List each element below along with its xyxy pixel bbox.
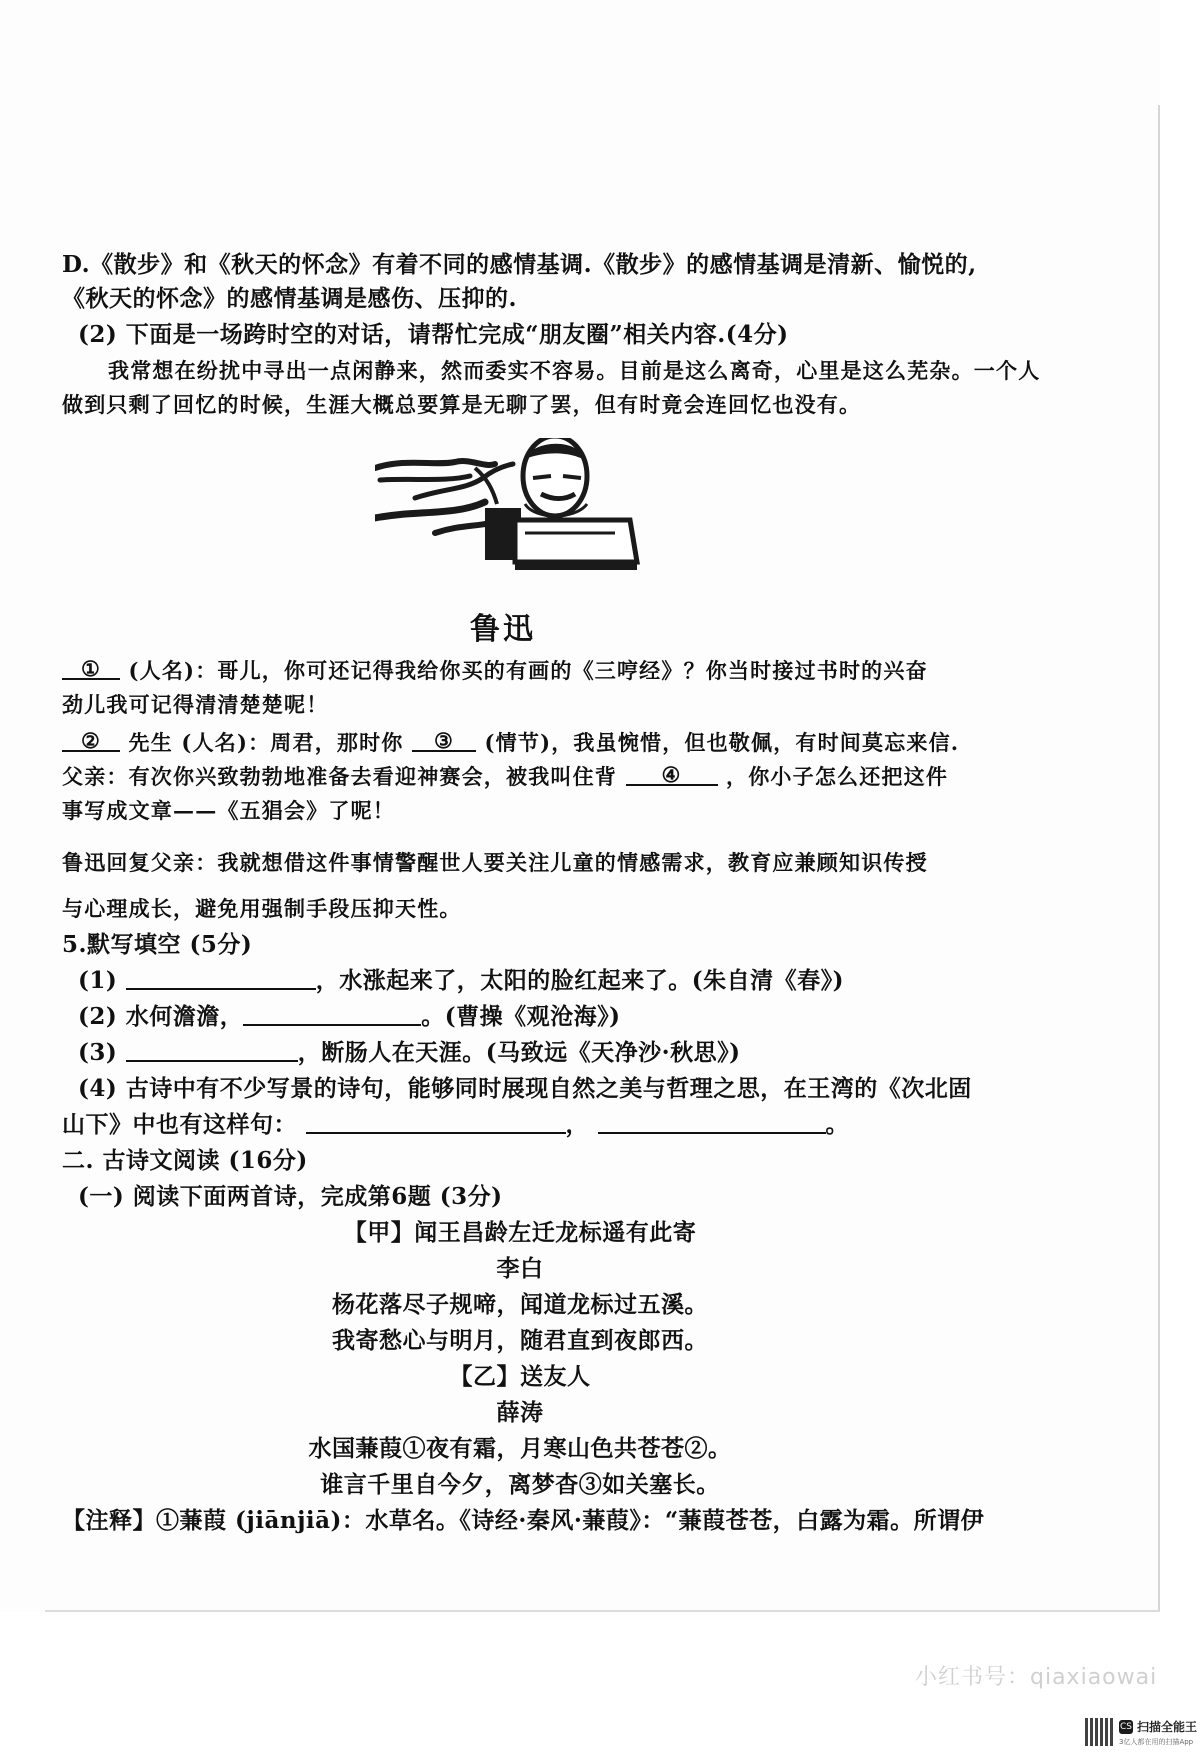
q5-3: (3) ，断肠人在天涯。(马致远《天净沙·秋思》) [78,1039,741,1066]
qr-code-icon [1085,1718,1113,1746]
dialog-line-3: 父亲：有次你兴致勃勃地准备去看迎神赛会，被我叫住背 ④ ，你小子怎么还把这件 [62,762,949,789]
dialog-line-4b: 与心理成长，避免用强制手段压抑天性。 [62,896,462,921]
section-2-title: 二. 古诗文阅读 (16分) [62,1147,308,1174]
scanner-app-tagline: 3亿人都在用的扫描App [1119,1738,1194,1746]
subsection-1-title: (一) 阅读下面两首诗，完成第6题 (3分) [78,1183,503,1210]
poem-jia-line2: 我寄愁心与明月，随君直到夜郎西。 [332,1327,708,1354]
q5-1-blank[interactable] [126,968,316,990]
question-5-title: 5.默写填空 (5分) [62,931,253,958]
poem-jia-title: 【甲】闻王昌龄左迁龙标遥有此寄 [343,1219,697,1246]
q5-2: (2) 水何澹澹， 。(曹操《观沧海》) [78,1003,621,1030]
poem-yi-author: 薛涛 [496,1399,544,1426]
blank-1[interactable]: ① [62,658,120,680]
watermark-text: 小红书号：qiaxiaowai [915,1665,1158,1690]
q5-4-line2: 山下》中也有这样句： ， 。 [62,1111,850,1138]
q5-4-line1: (4) 古诗中有不少写景的诗句，能够同时展现自然之美与哲理之思，在王湾的《次北固 [78,1075,972,1102]
poem-yi-title: 【乙】送友人 [449,1363,591,1390]
blank-4[interactable]: ④ [626,764,718,786]
dialog-line-1: ① (人名)：哥儿，你可还记得我给你买的有画的《三哼经》？你当时接过书时的兴奋 [62,656,928,686]
poem-yi-line2: 谁言千里自今夕，离梦杳③如关塞长。 [320,1471,720,1498]
q5-1: (1) ，水涨起来了，太阳的脸红起来了。(朱自清《春》) [78,967,845,994]
annotation-line: 【注释】①蒹葭 (jiānjiā)：水草名。《诗经·秦风·蒹葭》：“蒹葭苍苍，白露为霜。所谓伊 [62,1507,985,1534]
q5-3-blank[interactable] [126,1040,298,1062]
paper-edge-right [1158,105,1160,1610]
option-d-line1: D.《散步》和《秋天的怀念》有着不同的感情基调.《散步》的感情基调是清新、愉悦的, [62,251,977,278]
option-d-line2: 《秋天的怀念》的感情基调是感伤、压抑的. [62,285,518,312]
luxun-portrait-image [375,438,655,578]
blank-3[interactable]: ③ [412,730,476,752]
scanner-app-name: 扫描全能王 [1137,1720,1198,1734]
luxun-quote-line1: 我常想在纷扰中寻出一点闲静来，然而委实不容易。目前是这么离奇，心里是这么芜杂。一个人 [108,358,1041,383]
dialog-line-4: 鲁迅回复父亲：我就想借这件事情警醒世人要关注儿童的情感需求，教育应兼顾知识传授 [62,850,928,875]
scanner-logo-icon: CS [1120,1722,1132,1732]
scanner-app-badge [1085,1718,1198,1750]
q5-2-blank[interactable] [243,1004,421,1026]
poem-jia-line1: 杨花落尽子规啼，闻道龙标过五溪。 [332,1291,708,1318]
poem-yi-line1: 水国蒹葭①夜有霜，月寒山色共苍苍②。 [308,1435,732,1462]
poem-jia-author: 李白 [496,1255,544,1282]
luxun-quote-line2: 做到只剩了回忆的时候，生涯大概总要算是无聊了罢，但有时竟会连回忆也没有。 [62,392,862,417]
paper-edge-bottom [45,1610,1160,1612]
question-2-prompt: (2) 下面是一场跨时空的对话，请帮忙完成“朋友圈”相关内容.(4分) [78,321,789,348]
dialog-line-2: ② 先生 (人名)：周君，那时你 ③ (情节)，我虽惋惜，但也敬佩，有时间莫忘来信. [62,728,959,758]
q5-4-blank-a[interactable] [306,1112,566,1134]
q5-4-blank-b[interactable] [598,1112,826,1134]
blank-2[interactable]: ② [62,730,120,752]
portrait-caption: 鲁迅 [470,612,536,647]
dialog-line-3b: 事写成文章——《五猖会》了呢！ [62,798,395,823]
dialog-line-1b: 劲儿我可记得清清楚楚呢！ [62,692,329,717]
